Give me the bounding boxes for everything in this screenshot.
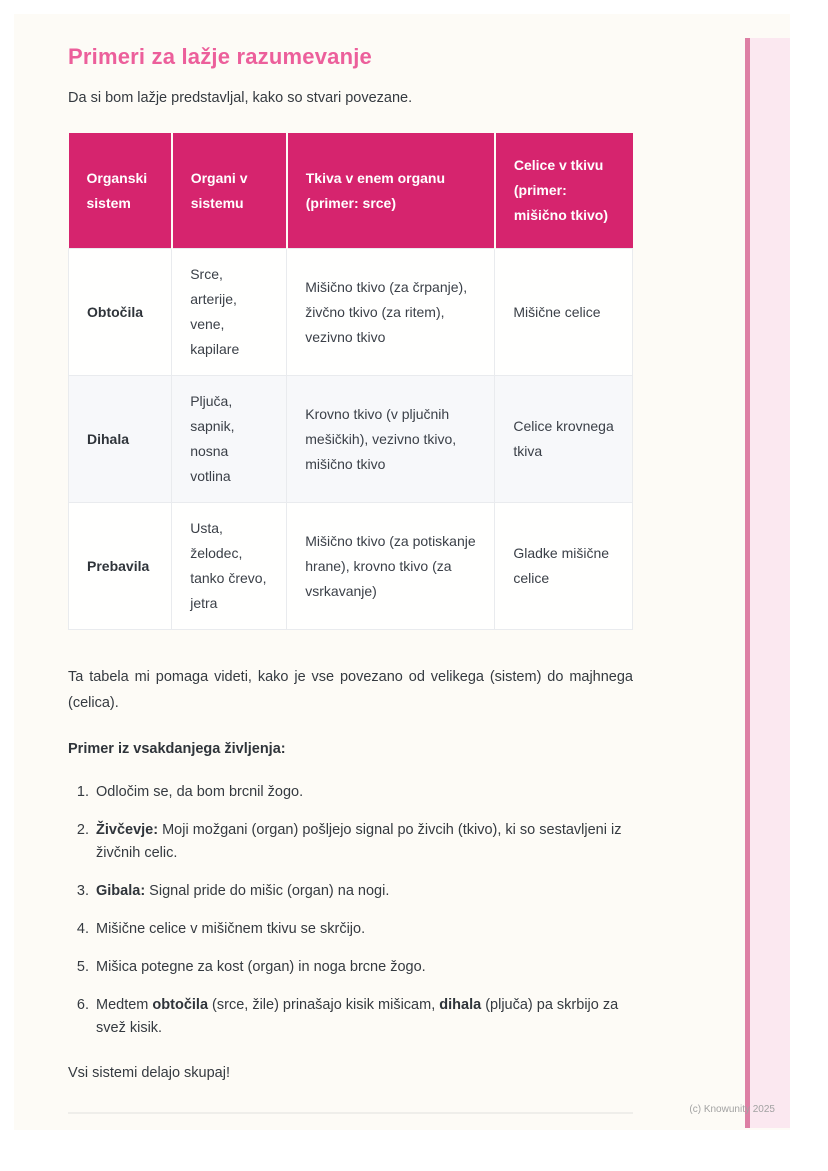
list-item: 1. Odločim se, da bom brcnil žogo. (93, 781, 633, 804)
cell-system-name: Prebavila (69, 503, 172, 630)
column-header-celice: Celice v tkivu (primer: mišično tkivo) (495, 133, 633, 249)
cell-organs: Pljuča, sapnik, nosna votlina (172, 376, 287, 503)
cell-organs: Usta, želodec, tanko črevo, jetra (172, 503, 287, 630)
cell-tissues: Krovno tkivo (v pljučnih mešičkih), vezivno tkivo, mišično tkivo (287, 376, 495, 503)
table-summary-paragraph: Ta tabela mi pomaga videti, kako je vse povezano od velikega (sistem) do majhnega (celica). (68, 669, 633, 711)
cell-system-name: Obtočila (69, 249, 172, 376)
table-row (69, 249, 633, 376)
column-header-organski-sistem: Organski sistem (69, 133, 172, 249)
list-item: 4. Mišične celice v mišičnem tkivu se skrčijo. (93, 918, 633, 941)
footer-divider (68, 1112, 633, 1114)
column-header-tkiva: Tkiva v enem organu (primer: srce) (287, 133, 495, 249)
list-item: 5. Mišica potegne za kost (organ) in noga brcne žogo. (93, 956, 633, 979)
page-title: Primeri za lažje razumevanje (68, 44, 372, 69)
organ-systems-table (68, 133, 633, 630)
column-header-organi-v-sistemu: Organi v sistemu (172, 133, 287, 249)
cell-tissues: Mišično tkivo (za potiskanje hrane), krovno tkivo (za vsrkavanje) (287, 503, 495, 630)
table-row (69, 503, 633, 630)
page-content (14, 14, 634, 1114)
intro-paragraph: Da si bom lažje predstavljal, kako so stvari povezane. (68, 90, 413, 106)
cell-tissues: Mišično tkivo (za črpanje), živčno tkivo (za ritem), vezivno tkivo (287, 249, 495, 376)
list-item: 6. Medtem obtočila (srce, žile) prinašajo kisik mišicam, dihala (pljuča) pa skrbijo za svež kisik. (93, 994, 633, 1040)
example-steps-list (68, 781, 633, 1040)
cell-cells: Celice krovnega tkiva (495, 376, 633, 503)
cell-system-name: Dihala (69, 376, 172, 503)
table-row (69, 376, 633, 503)
cell-cells: Mišične celice (495, 249, 633, 376)
copyright-footer: (c) Knowunity 2025 (689, 1104, 775, 1115)
cell-organs: Srce, arterije, vene, kapilare (172, 249, 287, 376)
right-pink-stripe-decoration (745, 38, 790, 1128)
cell-cells: Gladke mišične celice (495, 503, 633, 630)
list-item: 3. Gibala: Signal pride do mišic (organ) na nogi. (93, 880, 633, 903)
example-heading: Primer iz vsakdanjega življenja: (68, 741, 286, 757)
table-header-row (69, 133, 633, 249)
document-page (14, 14, 790, 1130)
list-item: 2. Živčevje: Moji možgani (organ) pošljejo signal po živcih (tkivo), ki so sestavljeni iz živčnih celic. (93, 819, 633, 865)
closing-paragraph: Vsi sistemi delajo skupaj! (68, 1065, 230, 1081)
